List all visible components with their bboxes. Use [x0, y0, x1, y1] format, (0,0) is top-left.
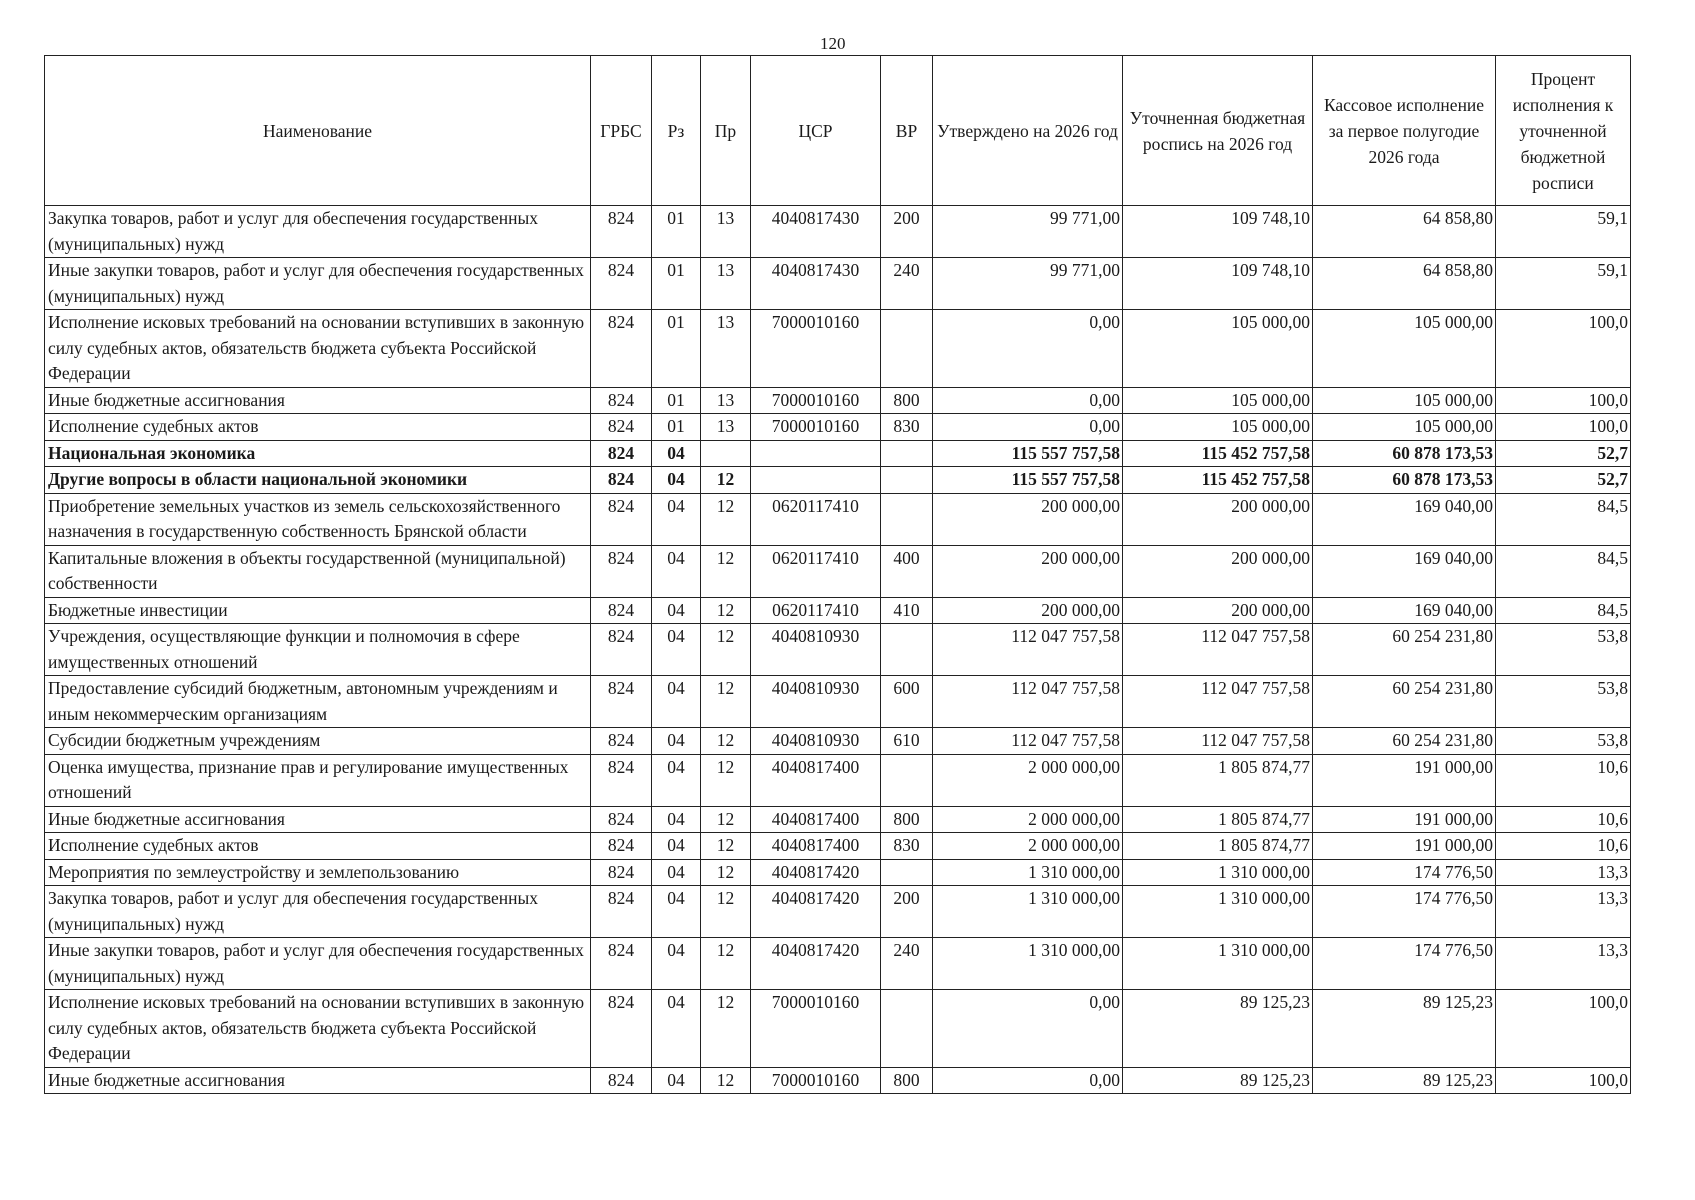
- cell-rz: 04: [652, 728, 701, 755]
- cell-pr: 12: [701, 545, 751, 597]
- cell-refined: 1 805 874,77: [1123, 754, 1313, 806]
- table-row: [45, 493, 1631, 545]
- cell-approved: 99 771,00: [933, 258, 1123, 310]
- table-row: [45, 597, 1631, 624]
- cell-grbs: 824: [591, 676, 652, 728]
- cell-vr: [881, 859, 933, 886]
- cell-grbs: 824: [591, 624, 652, 676]
- cell-name: Национальная экономика: [45, 440, 591, 467]
- table-row: [45, 990, 1631, 1068]
- cell-cash: 64 858,80: [1313, 206, 1496, 258]
- cell-vr: 200: [881, 206, 933, 258]
- cell-name: Капитальные вложения в объекты государственной (муниципальной) собственности: [45, 545, 591, 597]
- cell-csr: 4040810930: [751, 624, 881, 676]
- cell-pr: 12: [701, 1067, 751, 1094]
- header-rz: Рз: [652, 56, 701, 206]
- cell-approved: 115 557 757,58: [933, 467, 1123, 494]
- cell-percent: 13,3: [1496, 938, 1631, 990]
- cell-percent: 10,6: [1496, 754, 1631, 806]
- header-pr: Пр: [701, 56, 751, 206]
- cell-rz: 04: [652, 597, 701, 624]
- cell-cash: 60 254 231,80: [1313, 728, 1496, 755]
- cell-grbs: 824: [591, 597, 652, 624]
- cell-refined: 112 047 757,58: [1123, 624, 1313, 676]
- cell-approved: 115 557 757,58: [933, 440, 1123, 467]
- cell-rz: 01: [652, 206, 701, 258]
- cell-csr: 7000010160: [751, 990, 881, 1068]
- cell-csr: 4040810930: [751, 728, 881, 755]
- cell-cash: 191 000,00: [1313, 833, 1496, 860]
- cell-rz: 04: [652, 467, 701, 494]
- cell-rz: 04: [652, 754, 701, 806]
- cell-rz: 04: [652, 859, 701, 886]
- header-vr: ВР: [881, 56, 933, 206]
- cell-cash: 105 000,00: [1313, 387, 1496, 414]
- cell-pr: 12: [701, 938, 751, 990]
- cell-vr: 800: [881, 1067, 933, 1094]
- cell-grbs: 824: [591, 440, 652, 467]
- cell-csr: 4040810930: [751, 676, 881, 728]
- cell-csr: 0620117410: [751, 597, 881, 624]
- cell-grbs: 824: [591, 310, 652, 388]
- cell-cash: 191 000,00: [1313, 806, 1496, 833]
- cell-approved: 0,00: [933, 414, 1123, 441]
- cell-percent: 53,8: [1496, 624, 1631, 676]
- table-row: [45, 310, 1631, 388]
- cell-vr: [881, 493, 933, 545]
- cell-name: Бюджетные инвестиции: [45, 597, 591, 624]
- cell-percent: 52,7: [1496, 467, 1631, 494]
- cell-refined: 112 047 757,58: [1123, 676, 1313, 728]
- cell-percent: 52,7: [1496, 440, 1631, 467]
- cell-approved: 0,00: [933, 990, 1123, 1068]
- cell-rz: 04: [652, 440, 701, 467]
- cell-grbs: 824: [591, 414, 652, 441]
- cell-vr: 800: [881, 387, 933, 414]
- cell-refined: 1 310 000,00: [1123, 886, 1313, 938]
- cell-name: Иные бюджетные ассигнования: [45, 806, 591, 833]
- page-number: 120: [820, 34, 846, 53]
- cell-percent: 100,0: [1496, 310, 1631, 388]
- cell-vr: 800: [881, 806, 933, 833]
- cell-pr: 13: [701, 414, 751, 441]
- cell-pr: 13: [701, 258, 751, 310]
- cell-pr: 12: [701, 990, 751, 1068]
- cell-percent: 59,1: [1496, 206, 1631, 258]
- cell-cash: 60 254 231,80: [1313, 676, 1496, 728]
- cell-percent: 59,1: [1496, 258, 1631, 310]
- cell-cash: 60 878 173,53: [1313, 440, 1496, 467]
- cell-refined: 200 000,00: [1123, 493, 1313, 545]
- cell-percent: 84,5: [1496, 597, 1631, 624]
- header-name: Наименование: [45, 56, 591, 206]
- table-row: [45, 545, 1631, 597]
- cell-grbs: 824: [591, 728, 652, 755]
- table-row: [45, 440, 1631, 467]
- cell-approved: 2 000 000,00: [933, 754, 1123, 806]
- cell-csr: 7000010160: [751, 310, 881, 388]
- cell-percent: 53,8: [1496, 676, 1631, 728]
- cell-csr: 4040817400: [751, 806, 881, 833]
- cell-cash: 169 040,00: [1313, 545, 1496, 597]
- cell-name: Иные закупки товаров, работ и услуг для обеспечения государственных (муниципальных) нужд: [45, 258, 591, 310]
- cell-approved: 1 310 000,00: [933, 859, 1123, 886]
- cell-name: Исполнение судебных актов: [45, 833, 591, 860]
- header-approved: Утверждено на 2026 год: [933, 56, 1123, 206]
- cell-refined: 1 805 874,77: [1123, 806, 1313, 833]
- cell-pr: 12: [701, 806, 751, 833]
- cell-vr: [881, 754, 933, 806]
- cell-cash: 89 125,23: [1313, 990, 1496, 1068]
- cell-cash: 105 000,00: [1313, 414, 1496, 441]
- cell-vr: 830: [881, 414, 933, 441]
- cell-cash: 191 000,00: [1313, 754, 1496, 806]
- cell-name: Исполнение судебных актов: [45, 414, 591, 441]
- cell-cash: 169 040,00: [1313, 597, 1496, 624]
- cell-cash: 89 125,23: [1313, 1067, 1496, 1094]
- cell-cash: 174 776,50: [1313, 938, 1496, 990]
- cell-percent: 10,6: [1496, 833, 1631, 860]
- cell-refined: 105 000,00: [1123, 387, 1313, 414]
- table-row: [45, 624, 1631, 676]
- cell-vr: [881, 990, 933, 1068]
- cell-refined: 1 310 000,00: [1123, 859, 1313, 886]
- cell-csr: 7000010160: [751, 387, 881, 414]
- cell-refined: 109 748,10: [1123, 206, 1313, 258]
- cell-grbs: 824: [591, 886, 652, 938]
- cell-refined: 109 748,10: [1123, 258, 1313, 310]
- header-grbs: ГРБС: [591, 56, 652, 206]
- cell-approved: 99 771,00: [933, 206, 1123, 258]
- cell-refined: 200 000,00: [1123, 597, 1313, 624]
- cell-grbs: 824: [591, 387, 652, 414]
- table-row: [45, 806, 1631, 833]
- cell-pr: 13: [701, 206, 751, 258]
- cell-rz: 04: [652, 493, 701, 545]
- cell-rz: 04: [652, 676, 701, 728]
- cell-csr: 0620117410: [751, 493, 881, 545]
- cell-rz: 01: [652, 258, 701, 310]
- cell-approved: 0,00: [933, 1067, 1123, 1094]
- cell-grbs: 824: [591, 258, 652, 310]
- cell-name: Иные бюджетные ассигнования: [45, 387, 591, 414]
- header-refined: Уточненная бюджетная роспись на 2026 год: [1123, 56, 1313, 206]
- cell-grbs: 824: [591, 990, 652, 1068]
- cell-vr: [881, 310, 933, 388]
- cell-name: Мероприятия по землеустройству и землепользованию: [45, 859, 591, 886]
- cell-cash: 60 878 173,53: [1313, 467, 1496, 494]
- cell-rz: 04: [652, 545, 701, 597]
- cell-vr: [881, 440, 933, 467]
- cell-refined: 89 125,23: [1123, 990, 1313, 1068]
- cell-percent: 13,3: [1496, 886, 1631, 938]
- cell-grbs: 824: [591, 806, 652, 833]
- header-percent: Процент исполнения к уточненной бюджетной росписи: [1496, 56, 1631, 206]
- cell-vr: 600: [881, 676, 933, 728]
- cell-grbs: 824: [591, 545, 652, 597]
- header-csr: ЦСР: [751, 56, 881, 206]
- cell-name: Оценка имущества, признание прав и регулирование имущественных отношений: [45, 754, 591, 806]
- cell-rz: 01: [652, 414, 701, 441]
- cell-pr: 13: [701, 387, 751, 414]
- cell-name: Учреждения, осуществляющие функции и полномочия в сфере имущественных отношений: [45, 624, 591, 676]
- cell-cash: 174 776,50: [1313, 859, 1496, 886]
- cell-csr: 4040817430: [751, 258, 881, 310]
- cell-grbs: 824: [591, 493, 652, 545]
- cell-pr: 12: [701, 467, 751, 494]
- cell-cash: 105 000,00: [1313, 310, 1496, 388]
- cell-percent: 100,0: [1496, 1067, 1631, 1094]
- cell-cash: 60 254 231,80: [1313, 624, 1496, 676]
- cell-csr: 7000010160: [751, 414, 881, 441]
- cell-vr: 610: [881, 728, 933, 755]
- cell-name: Иные бюджетные ассигнования: [45, 1067, 591, 1094]
- cell-csr: 0620117410: [751, 545, 881, 597]
- cell-rz: 01: [652, 387, 701, 414]
- cell-pr: 12: [701, 597, 751, 624]
- table-row: [45, 1067, 1631, 1094]
- cell-name: Исполнение исковых требований на основании вступивших в законную силу судебных актов, обязательств бюджета субъекта Российской Федерации: [45, 310, 591, 388]
- cell-csr: 7000010160: [751, 1067, 881, 1094]
- cell-vr: 400: [881, 545, 933, 597]
- cell-csr: 4040817420: [751, 859, 881, 886]
- cell-vr: [881, 467, 933, 494]
- cell-pr: 12: [701, 833, 751, 860]
- cell-csr: [751, 467, 881, 494]
- cell-pr: 13: [701, 310, 751, 388]
- cell-pr: 12: [701, 886, 751, 938]
- cell-pr: 12: [701, 754, 751, 806]
- cell-approved: 200 000,00: [933, 597, 1123, 624]
- cell-approved: 1 310 000,00: [933, 886, 1123, 938]
- cell-pr: 12: [701, 493, 751, 545]
- table-row: [45, 467, 1631, 494]
- budget-table: [44, 55, 1631, 1094]
- cell-percent: 84,5: [1496, 493, 1631, 545]
- header-cash: Кассовое исполнение за первое полугодие 2026 года: [1313, 56, 1496, 206]
- cell-approved: 200 000,00: [933, 493, 1123, 545]
- cell-percent: 100,0: [1496, 387, 1631, 414]
- cell-pr: 12: [701, 859, 751, 886]
- table-row: [45, 676, 1631, 728]
- cell-grbs: 824: [591, 859, 652, 886]
- table-row: [45, 754, 1631, 806]
- cell-approved: 112 047 757,58: [933, 676, 1123, 728]
- cell-rz: 04: [652, 833, 701, 860]
- cell-refined: 200 000,00: [1123, 545, 1313, 597]
- table-row: [45, 728, 1631, 755]
- table-row: [45, 938, 1631, 990]
- cell-name: Другие вопросы в области национальной экономики: [45, 467, 591, 494]
- cell-csr: 4040817420: [751, 886, 881, 938]
- cell-name: Субсидии бюджетным учреждениям: [45, 728, 591, 755]
- cell-vr: 200: [881, 886, 933, 938]
- table-row: [45, 414, 1631, 441]
- table-row: [45, 387, 1631, 414]
- cell-csr: 4040817420: [751, 938, 881, 990]
- cell-grbs: 824: [591, 206, 652, 258]
- cell-percent: 13,3: [1496, 859, 1631, 886]
- cell-approved: 1 310 000,00: [933, 938, 1123, 990]
- cell-percent: 84,5: [1496, 545, 1631, 597]
- cell-rz: 04: [652, 624, 701, 676]
- cell-percent: 100,0: [1496, 990, 1631, 1068]
- cell-approved: 2 000 000,00: [933, 806, 1123, 833]
- cell-rz: 04: [652, 886, 701, 938]
- cell-approved: 112 047 757,58: [933, 728, 1123, 755]
- cell-refined: 105 000,00: [1123, 414, 1313, 441]
- cell-refined: 1 805 874,77: [1123, 833, 1313, 860]
- cell-name: Закупка товаров, работ и услуг для обеспечения государственных (муниципальных) нужд: [45, 206, 591, 258]
- cell-vr: 410: [881, 597, 933, 624]
- cell-rz: 04: [652, 1067, 701, 1094]
- cell-approved: 200 000,00: [933, 545, 1123, 597]
- cell-refined: 112 047 757,58: [1123, 728, 1313, 755]
- cell-vr: 240: [881, 938, 933, 990]
- table-row: [45, 859, 1631, 886]
- cell-csr: [751, 440, 881, 467]
- cell-grbs: 824: [591, 1067, 652, 1094]
- cell-grbs: 824: [591, 467, 652, 494]
- cell-pr: 12: [701, 624, 751, 676]
- cell-name: Приобретение земельных участков из земель сельскохозяйственного назначения в государственную собственность Брянской области: [45, 493, 591, 545]
- cell-refined: 1 310 000,00: [1123, 938, 1313, 990]
- cell-approved: 2 000 000,00: [933, 833, 1123, 860]
- cell-rz: 04: [652, 938, 701, 990]
- cell-rz: 04: [652, 806, 701, 833]
- cell-vr: 830: [881, 833, 933, 860]
- cell-pr: 12: [701, 728, 751, 755]
- cell-pr: 12: [701, 676, 751, 728]
- table-row: [45, 258, 1631, 310]
- cell-refined: 105 000,00: [1123, 310, 1313, 388]
- cell-name: Исполнение исковых требований на основании вступивших в законную силу судебных актов, обязательств бюджета субъекта Российской Федерации: [45, 990, 591, 1068]
- cell-approved: 0,00: [933, 310, 1123, 388]
- header-row: [45, 56, 1631, 206]
- cell-vr: 240: [881, 258, 933, 310]
- cell-grbs: 824: [591, 833, 652, 860]
- cell-vr: [881, 624, 933, 676]
- cell-name: Иные закупки товаров, работ и услуг для обеспечения государственных (муниципальных) нужд: [45, 938, 591, 990]
- cell-approved: 0,00: [933, 387, 1123, 414]
- cell-csr: 4040817400: [751, 833, 881, 860]
- cell-refined: 89 125,23: [1123, 1067, 1313, 1094]
- cell-cash: 174 776,50: [1313, 886, 1496, 938]
- cell-grbs: 824: [591, 938, 652, 990]
- cell-grbs: 824: [591, 754, 652, 806]
- cell-name: Закупка товаров, работ и услуг для обеспечения государственных (муниципальных) нужд: [45, 886, 591, 938]
- cell-name: Предоставление субсидий бюджетным, автономным учреждениям и иным некоммерческим организациям: [45, 676, 591, 728]
- cell-csr: 4040817430: [751, 206, 881, 258]
- cell-refined: 115 452 757,58: [1123, 440, 1313, 467]
- cell-percent: 100,0: [1496, 414, 1631, 441]
- table-row: [45, 833, 1631, 860]
- cell-percent: 53,8: [1496, 728, 1631, 755]
- cell-rz: 01: [652, 310, 701, 388]
- cell-percent: 10,6: [1496, 806, 1631, 833]
- cell-pr: [701, 440, 751, 467]
- cell-csr: 4040817400: [751, 754, 881, 806]
- cell-refined: 115 452 757,58: [1123, 467, 1313, 494]
- cell-approved: 112 047 757,58: [933, 624, 1123, 676]
- table-row: [45, 886, 1631, 938]
- cell-cash: 169 040,00: [1313, 493, 1496, 545]
- cell-cash: 64 858,80: [1313, 258, 1496, 310]
- cell-rz: 04: [652, 990, 701, 1068]
- table-row: [45, 206, 1631, 258]
